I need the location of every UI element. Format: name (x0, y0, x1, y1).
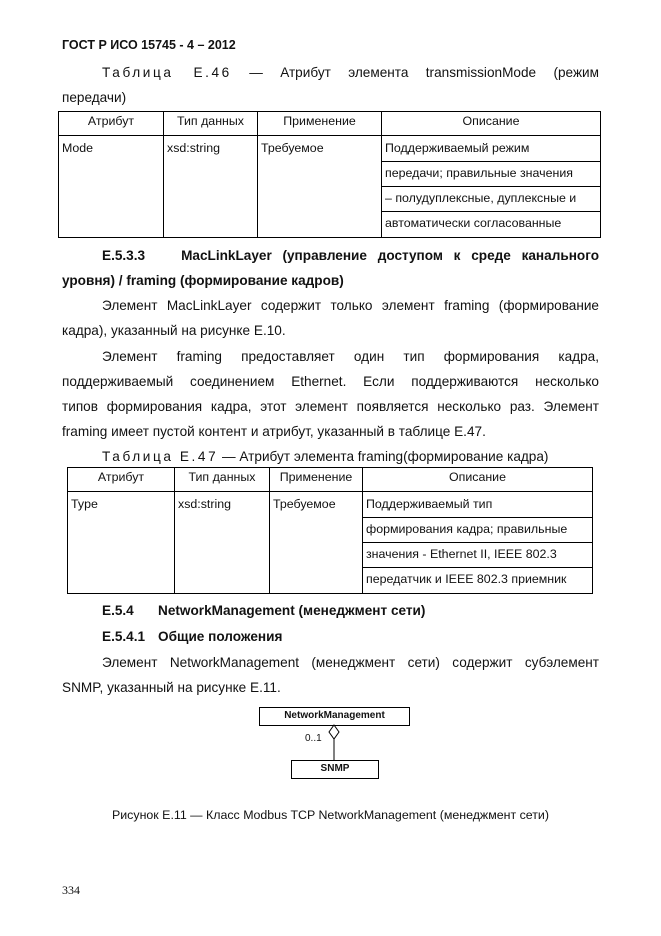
table47-header-description: Описание (363, 468, 593, 492)
figure-networkmanagement-box: NetworkManagement (259, 707, 410, 726)
table46-cell-type: xsd:string (164, 136, 258, 238)
figure-multiplicity: 0..1 (305, 733, 322, 744)
section-e533-number: Е.5.3.3 (102, 248, 146, 263)
para2-line2: поддерживаемый соединением Ethernet. Если поддерживаются несколько (62, 374, 599, 389)
table46-cell-attribute: Mode (59, 136, 164, 238)
table46-caption-line2: передачи) (62, 90, 127, 105)
para2-line4: framing имеет пустой контент и атрибут, указанный в таблице Е.47. (62, 424, 486, 439)
table46-cell-description: Поддерживаемый режим передачи; правильные значения – полудуплексные, дуплексные и автоматически согласованные (382, 136, 601, 238)
table47-cell-description: Поддерживаемый тип формирования кадра; правильные значения - Ethernet II, IEEE 802.3 передатчик и IEEE 802.3 приемник (363, 492, 593, 594)
para1-line2: кадра), указанный на рисунке Е.10. (62, 323, 286, 338)
para3-line1: Элемент NetworkManagement (менеджмент сети) содержит субэлемент (102, 655, 599, 670)
section-e541-number: Е.5.4.1 (102, 629, 146, 644)
table47-caption-text: — Атрибут элемента framing(формирование кадра) (218, 449, 549, 464)
aggregation-diamond-icon (329, 725, 339, 739)
para2-line3: типов формирования кадра, этот элемент появляется несколько раз. Элемент (62, 399, 599, 414)
table47-cell-attribute: Type (68, 492, 175, 594)
table46-cell-usage: Требуемое (258, 136, 382, 238)
table47-header-attribute: Атрибут (68, 468, 175, 492)
section-e54-heading (62, 598, 599, 624)
section-e54-number: Е.5.4 (102, 603, 134, 618)
section-e541-heading (62, 624, 599, 650)
table46-header-description: Описание (382, 112, 601, 136)
table46-header-usage: Применение (258, 112, 382, 136)
table46-caption (62, 60, 599, 86)
table47-cell-type: xsd:string (175, 492, 270, 594)
figure-snmp-box: SNMP (291, 760, 379, 779)
para3-line2: SNMP, указанный на рисунке Е.11. (62, 680, 281, 695)
para2-line1: Элемент framing предоставляет один тип формирования кадра, (102, 349, 599, 364)
table46 (58, 111, 601, 238)
figure-aggregation-connector (320, 724, 350, 764)
document-header: ГОСТ Р ИСО 15745 - 4 – 2012 (62, 38, 236, 52)
table47-header-usage: Применение (270, 468, 363, 492)
section-e541-title: Общие положения (158, 629, 283, 644)
section-e533-heading (62, 243, 599, 269)
table46-header-type: Тип данных (164, 112, 258, 136)
table47-header-type: Тип данных (175, 468, 270, 492)
section-e54-title: NetworkManagement (менеджмент сети) (158, 603, 426, 618)
table47-cell-usage: Требуемое (270, 492, 363, 594)
para1-line1: Элемент MacLinkLayer содержит только элемент framing (формирование (102, 298, 599, 313)
section-e533-title-line2: уровня) / framing (формирование кадров) (62, 273, 344, 288)
page-number: 334 (62, 883, 80, 897)
table46-header-attribute: Атрибут (59, 112, 164, 136)
table46-caption-label: Таблица Е.46 (102, 65, 232, 80)
table47-caption-label: Таблица Е.47 (102, 449, 219, 464)
table46-caption-text: — Атрибут элемента transmissionMode (режим (231, 65, 599, 80)
section-e533-title: MacLinkLayer (управление доступом к среде канального (181, 248, 599, 263)
table47 (67, 467, 593, 594)
figure-caption: Рисунок Е.11 — Класс Modbus TCP NetworkManagement (менеджмент сети) (112, 808, 549, 822)
